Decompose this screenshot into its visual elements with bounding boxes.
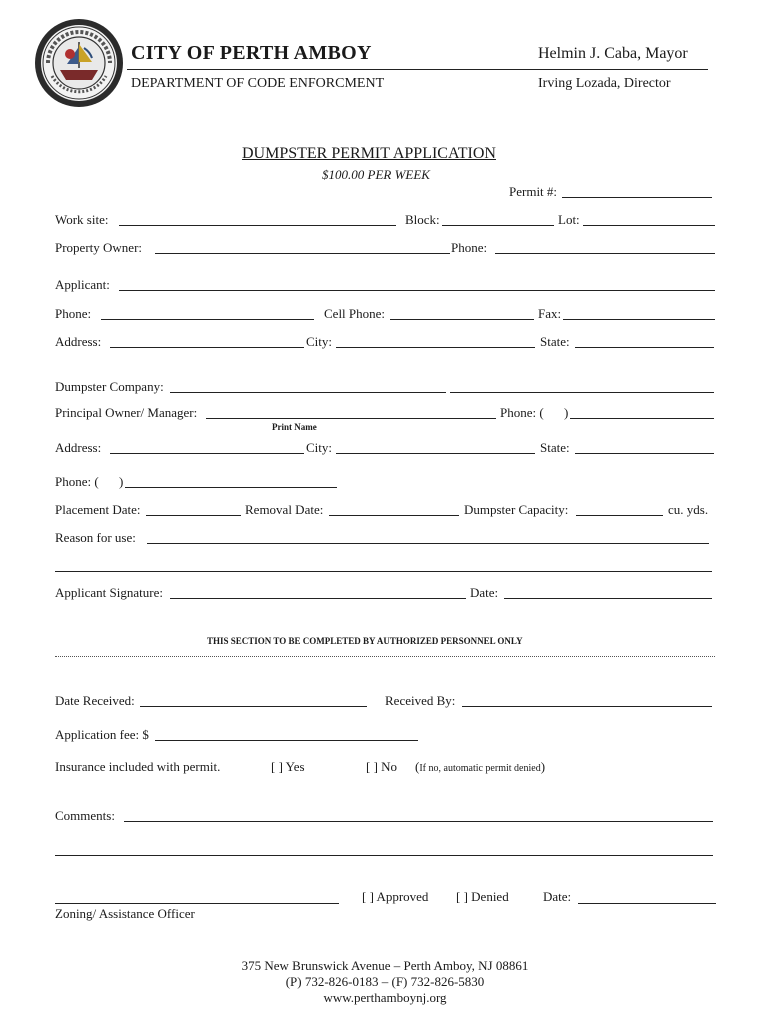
date-received-field[interactable] — [140, 706, 367, 707]
company-city-field[interactable] — [336, 453, 535, 454]
applicant-field[interactable] — [119, 290, 715, 291]
applicant-address-field[interactable] — [110, 347, 304, 348]
insurance-label: Insurance included with permit. — [55, 759, 221, 774]
applicant-address-label: Address: — [55, 334, 102, 349]
dumpster-company-field[interactable] — [170, 392, 446, 393]
property-owner-label: Property Owner: — [55, 240, 143, 255]
received-by-label: Received By: — [385, 693, 456, 708]
principal-owner-field[interactable] — [206, 418, 496, 419]
price-subtitle: $100.00 PER WEEK — [322, 167, 430, 182]
applicant-city-field[interactable] — [336, 347, 535, 348]
lot-label: Lot: — [558, 212, 580, 227]
lot-field[interactable] — [583, 225, 715, 226]
reason-field-line-2[interactable] — [55, 571, 712, 572]
footer-website[interactable]: www.perthamboynj.org — [323, 990, 447, 1005]
block-label: Block: — [405, 212, 440, 227]
section-divider — [55, 656, 715, 657]
city-seal-logo — [34, 18, 124, 108]
authorized-section-note: THIS SECTION TO BE COMPLETED BY AUTHORIZED PERSONNEL ONLY — [207, 636, 523, 646]
company-phone2-label: Phone: ( — [55, 474, 99, 489]
signature-date-label: Date: — [470, 585, 499, 600]
placement-date-label: Placement Date: — [55, 502, 141, 517]
permit-number-field[interactable] — [562, 197, 712, 198]
officer-title: Zoning/ Assistance Officer — [55, 906, 195, 921]
company-phone-field[interactable] — [570, 418, 714, 419]
property-owner-field[interactable] — [155, 253, 450, 254]
work-site-label: Work site: — [55, 212, 109, 227]
cell-phone-field[interactable] — [390, 319, 534, 320]
applicant-label: Applicant: — [55, 277, 110, 292]
placement-date-field[interactable] — [146, 515, 241, 516]
fax-field[interactable] — [563, 319, 715, 320]
permit-number-label: Permit #: — [509, 184, 558, 199]
company-phone-label: Phone: ( — [500, 405, 544, 420]
form-title: DUMPSTER PERMIT APPLICATION — [242, 145, 496, 162]
application-fee-field[interactable] — [155, 740, 418, 741]
company-address-label: Address: — [55, 440, 102, 455]
footer-address: 375 New Brunswick Avenue – Perth Amboy, NJ 08861 — [241, 958, 529, 973]
principal-owner-label: Principal Owner/ Manager: — [55, 405, 198, 420]
removal-date-label: Removal Date: — [245, 502, 324, 517]
application-fee-label: Application fee: $ — [55, 727, 149, 742]
date-received-label: Date Received: — [55, 693, 135, 708]
received-by-field[interactable] — [462, 706, 712, 707]
company-state-label: State: — [540, 440, 570, 455]
applicant-state-label: State: — [540, 334, 570, 349]
applicant-phone-label: Phone: — [55, 306, 92, 321]
company-phone-paren: ) — [564, 405, 569, 420]
company-state-field[interactable] — [575, 453, 714, 454]
print-name-caption: Print Name — [272, 422, 317, 432]
officer-signature-field[interactable] — [55, 903, 339, 904]
footer-phones: (P) 732-826-0183 – (F) 732-826-5830 — [285, 974, 485, 989]
director-name: Irving Lozada, Director — [538, 76, 671, 91]
owner-phone-label: Phone: — [451, 240, 488, 255]
cell-phone-label: Cell Phone: — [324, 306, 386, 321]
dumpster-capacity-label: Dumpster Capacity: — [464, 502, 569, 517]
city-title: CITY OF PERTH AMBOY — [131, 42, 372, 64]
applicant-signature-label: Applicant Signature: — [55, 585, 163, 600]
insurance-yes-checkbox[interactable]: [ ] Yes — [271, 759, 305, 774]
company-phone2-field[interactable] — [125, 487, 337, 488]
comments-label: Comments: — [55, 808, 115, 823]
block-field[interactable] — [442, 225, 554, 226]
insurance-no-checkbox[interactable]: [ ] No — [366, 759, 398, 774]
approved-checkbox[interactable]: [ ] Approved — [362, 889, 429, 904]
comments-field[interactable] — [124, 821, 713, 822]
applicant-city-label: City: — [306, 334, 333, 349]
dumpster-company-field-2[interactable] — [450, 392, 714, 393]
mayor-name: Helmin J. Caba, Mayor — [538, 45, 688, 62]
applicant-signature-field[interactable] — [170, 598, 466, 599]
header-rule — [127, 69, 708, 70]
decision-date-field[interactable] — [578, 903, 716, 904]
company-address-field[interactable] — [110, 453, 304, 454]
cu-yds-unit: cu. yds. — [668, 502, 709, 517]
denied-checkbox[interactable]: [ ] Denied — [456, 889, 509, 904]
insurance-no-note: (If no, automatic permit denied) — [415, 759, 546, 774]
company-city-label: City: — [306, 440, 333, 455]
applicant-state-field[interactable] — [575, 347, 714, 348]
owner-phone-field[interactable] — [495, 253, 715, 254]
reason-label: Reason for use: — [55, 530, 136, 545]
applicant-phone-field[interactable] — [101, 319, 314, 320]
fax-label: Fax: — [538, 306, 562, 321]
dumpster-capacity-field[interactable] — [576, 515, 663, 516]
work-site-field[interactable] — [119, 225, 396, 226]
company-phone2-paren: ) — [119, 474, 124, 489]
reason-field[interactable] — [147, 543, 709, 544]
signature-date-field[interactable] — [504, 598, 712, 599]
comments-field-line-2[interactable] — [55, 855, 713, 856]
removal-date-field[interactable] — [329, 515, 459, 516]
department-name: DEPARTMENT OF CODE ENFORCMENT — [131, 76, 385, 91]
decision-date-label: Date: — [543, 889, 572, 904]
insurance-no-note-text: If no, automatic permit denied — [419, 763, 541, 774]
dumpster-company-label: Dumpster Company: — [55, 379, 164, 394]
